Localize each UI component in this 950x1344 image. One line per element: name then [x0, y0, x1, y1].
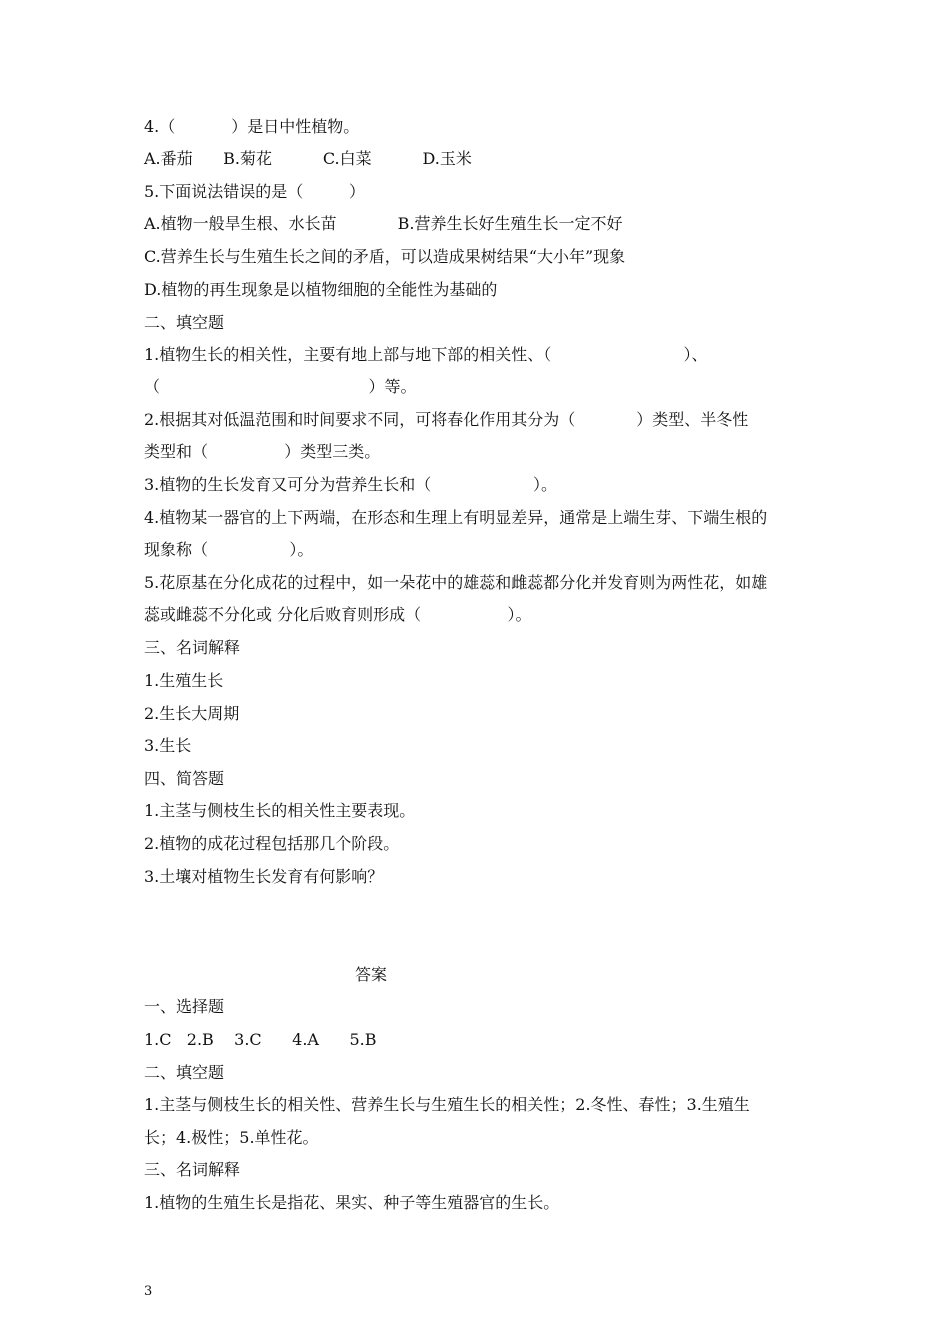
answers-terms-line: 1.植物的生殖生长是指花、果实、种子等生殖器官的生长。 — [144, 1193, 560, 1212]
short-answer-heading: 四、简答题 — [144, 769, 225, 788]
answers-fill-line: 1.主茎与侧枝生长的相关性、营养生长与生殖生长的相关性；2.冬性、春性；3.生殖生 — [144, 1095, 750, 1114]
term-item: 2.生长大周期 — [144, 704, 240, 723]
fill-blank-line: 类型和（ ）类型三类。 — [144, 442, 381, 461]
term-item: 1.生殖生长 — [144, 671, 224, 690]
fill-blank-line: 1.植物生长的相关性，主要有地上部与地下部的相关性、（ ）、 — [144, 345, 708, 364]
answers-fill-heading: 二、填空题 — [144, 1063, 225, 1082]
fill-blank-line: 现象称（ ）。 — [144, 540, 314, 559]
fill-blank-line: 4.植物某一器官的上下两端，在形态和生理上有明显差异，通常是上端生芽、下端生根的 — [144, 508, 768, 527]
answers-title: 答案 — [354, 965, 387, 984]
fill-blank-heading: 二、填空题 — [144, 313, 225, 332]
fill-blank-line: 3.植物的生长发育又可分为营养生长和（ ）。 — [144, 475, 557, 494]
fill-blank-line: 2.根据其对低温范围和时间要求不同，可将春化作用其分为（ ）类型、半冬性 — [144, 410, 749, 429]
answers-terms-heading: 三、名词解释 — [144, 1160, 241, 1179]
answers-choice-line: 1.C 2.B 3.C 4.A 5.B — [144, 1030, 377, 1049]
choice-q4-stem: 4.（ ）是日中性植物。 — [144, 117, 360, 136]
choice-q4-options: A.番茄 B.菊花 C.白菜 D.玉米 — [144, 149, 472, 168]
term-item: 3.生长 — [144, 736, 192, 755]
fill-blank-line: （ ）等。 — [144, 377, 417, 396]
page-number: 3 — [144, 1284, 153, 1299]
choice-q5-option-d: D.植物的再生现象是以植物细胞的全能性为基础的 — [144, 280, 498, 299]
answers-fill-line: 长；4.极性；5.单性花。 — [144, 1128, 319, 1147]
terms-heading: 三、名词解释 — [144, 638, 241, 657]
short-answer-item: 2.植物的成花过程包括那几个阶段。 — [144, 834, 400, 853]
answers-choice-heading: 一、选择题 — [144, 997, 225, 1016]
choice-q5-option-ab: A.植物一般旱生根、水长苗 B.营养生长好生殖生长一定不好 — [144, 214, 623, 233]
choice-q5-stem: 5.下面说法错误的是（ ） — [144, 182, 366, 201]
fill-blank-line: 蕊或雌蕊不分化或 分化后败育则形成（ ）。 — [144, 605, 532, 624]
short-answer-item: 1.主茎与侧枝生长的相关性主要表现。 — [144, 801, 416, 820]
short-answer-item: 3.土壤对植物生长发育有何影响？ — [144, 867, 384, 886]
fill-blank-line: 5.花原基在分化成花的过程中，如一朵花中的雄蕊和雌蕊都分化并发育则为两性花，如雄 — [144, 573, 768, 592]
choice-q5-option-c: C.营养生长与生殖生长之间的矛盾，可以造成果树结果“大小年”现象 — [144, 247, 626, 266]
